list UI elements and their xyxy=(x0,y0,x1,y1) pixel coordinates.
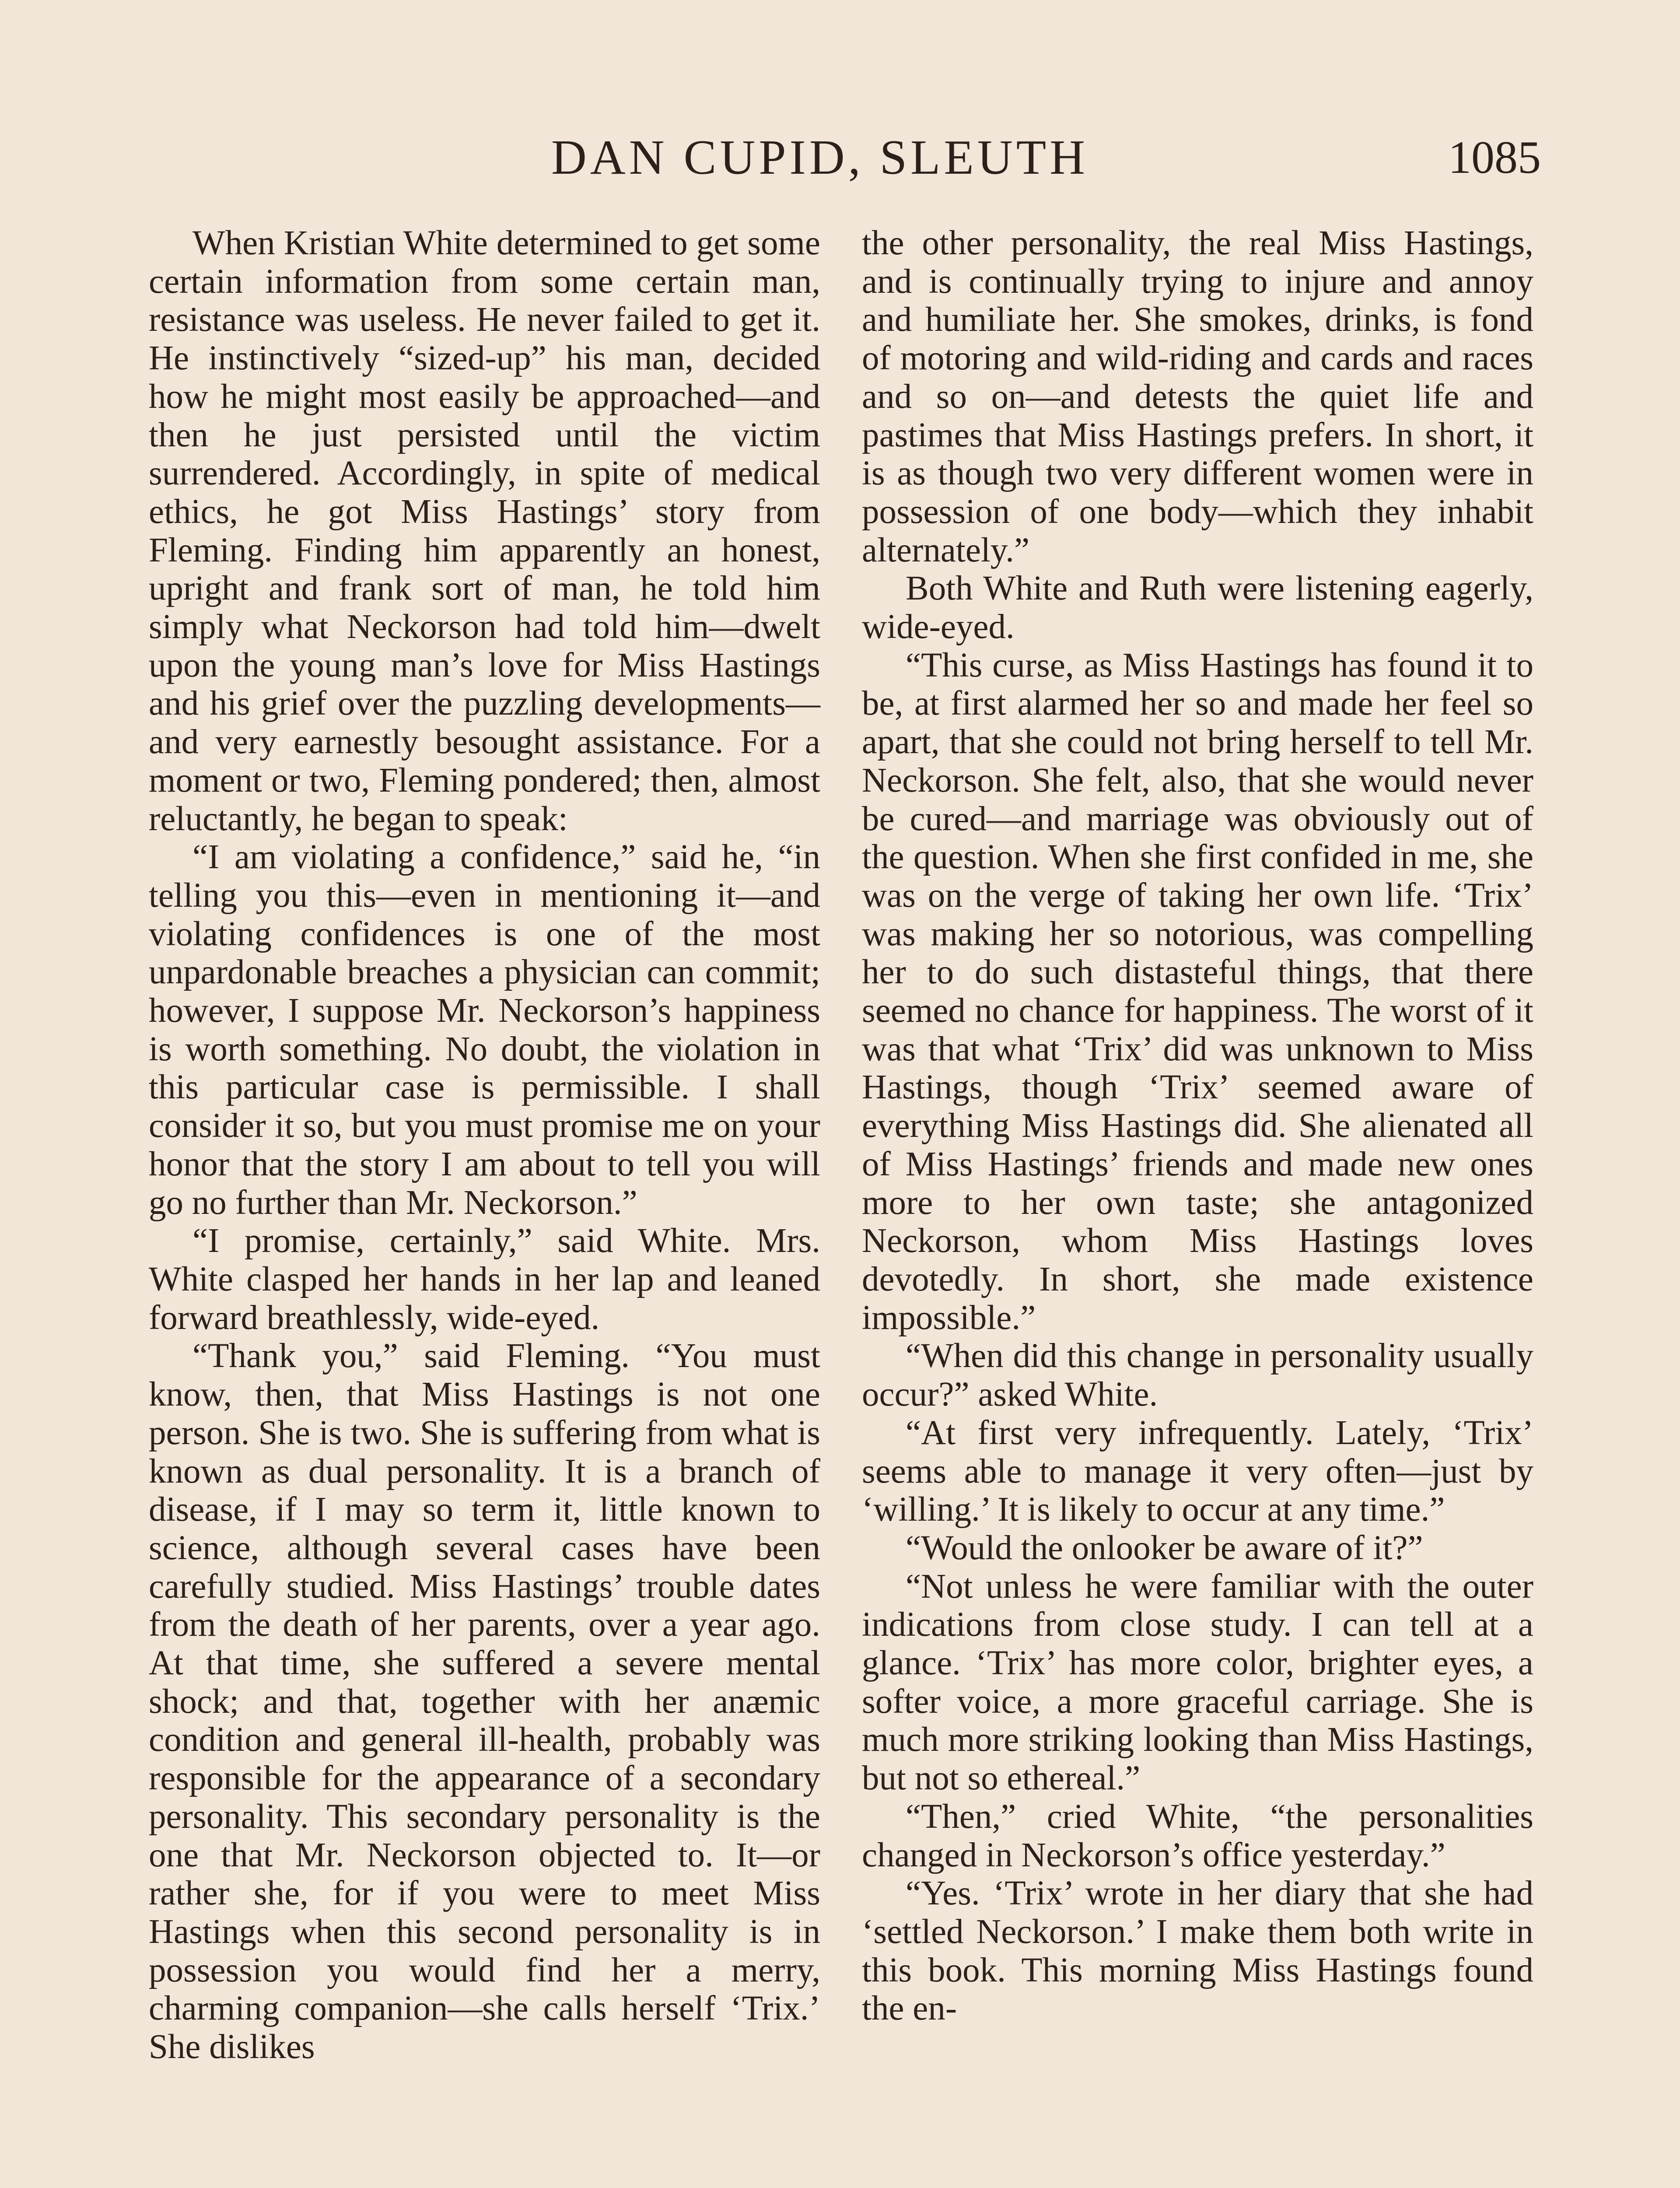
paragraph: “Not unless he were familiar with the outer indications from close study. I can tell at a glance. ‘Trix’ has more color, brighter eyes, a softer voice, a more graceful carriage. She is much more striking looking than Miss Hastings, but not so ethereal.” xyxy=(862,1567,1533,1798)
paragraph: “This curse, as Miss Hastings has found it to be, at first alarmed her so and made her feel so apart, that she could not bring herself to tell Mr. Neckorson. She felt, also, that she would never be cured—and marriage was obviously out of the question. When she first confided in me, she was on the verge of taking her own life. ‘Trix’ was making her so notorious, was compelling her to do such distasteful things, that there seemed no chance for happiness. The worst of it was that what ‘Trix’ did was unknown to Miss Hastings, though ‘Trix’ seemed aware of everything Miss Hastings did. She alienated all of Miss Hastings’ friends and made new ones more to her own taste; she antagonized Neckorson, whom Miss Hastings loves devotedly. In short, she made existence impossible.” xyxy=(862,646,1533,1337)
right-column xyxy=(862,224,1533,2028)
paragraph: “Would the onlooker be aware of it?” xyxy=(906,1529,1423,1567)
paragraph: “Yes. ‘Trix’ wrote in her diary that she had ‘settled Neckorson.’ I make them both write in this book. This morning Miss Hastings found the en- xyxy=(862,1874,1533,2028)
paragraph: “At first very infrequently. Lately, ‘Trix’ seems able to manage it very often—just by ‘willing.’ It is likely to occur at any time.” xyxy=(862,1413,1533,1529)
paragraph: “I promise, certainly,” said White. Mrs. White clasped her hands in her lap and leaned forward breathlessly, wide-eyed. xyxy=(149,1222,820,1337)
page-number: 1085 xyxy=(1448,132,1541,183)
running-head xyxy=(0,127,1680,188)
paragraph: “When did this change in personality usually occur?” asked White. xyxy=(862,1337,1533,1414)
paragraph: the other personality, the real Miss Hastings, and is continually trying to injure and annoy and humiliate her. She smokes, drinks, is fond of motoring and wild-riding and cards and races and so on—and detests the quiet life and pastimes that Miss Hastings prefers. In short, it is as though two very different women were in possession of one body—which they inhabit alternately.” xyxy=(862,224,1533,569)
paragraph: “Thank you,” said Fleming. “You must know, then, that Miss Hastings is not one person. She is two. She is suffering from what is known as dual personality. It is a branch of disease, if I may so term it, little known to science, although several cases have been carefully studied. Miss Hastings’ trouble dates from the death of her parents, over a year ago. At that time, she suffered a severe mental shock; and that, together with her anæmic condition and general ill-health, probably was responsible for the appearance of a secondary personality. This secondary personality is the one that Mr. Neckorson objected to. It—or rather she, for if you were to meet Miss Hastings when this second personality is in possession you would find her a merry, charming companion—she calls herself ‘Trix.’ She dislikes xyxy=(149,1337,820,2066)
paragraph: “Then,” cried White, “the personalities changed in Neckorson’s office yesterday.” xyxy=(862,1797,1533,1874)
paragraph: When Kristian White determined to get some certain information from some certain man, resistance was useless. He never failed to get it. He instinctively “sized-up” his man, decided how he might most easily be approached—and then he just persisted until the victim surrendered. Accordingly, in spite of medical ethics, he got Miss Hastings’ story from Fleming. Finding him apparently an honest, upright and frank sort of man, he told him simply what Neckorson had told him—dwelt upon the young man’s love for Miss Hastings and his grief over the puzzling developments—and very earnestly besought assistance. For a moment or two, Fleming pondered; then, almost reluctantly, he began to speak: xyxy=(149,224,820,838)
paragraph: “I am violating a confidence,” said he, “in telling you this—even in mentioning it—and violating confidences is one of the most unpardonable breaches a physician can commit; however, I suppose Mr. Neckorson’s happiness is worth something. No doubt, the violation in this particular case is permissible. I shall consider it so, but you must promise me on your honor that the story I am about to tell you will go no further than Mr. Neckorson.” xyxy=(149,838,820,1222)
running-title: DAN CUPID, SLEUTH xyxy=(551,130,1088,185)
left-column xyxy=(149,224,820,2066)
paragraph: Both White and Ruth were listening eagerly, wide-eyed. xyxy=(862,569,1533,646)
